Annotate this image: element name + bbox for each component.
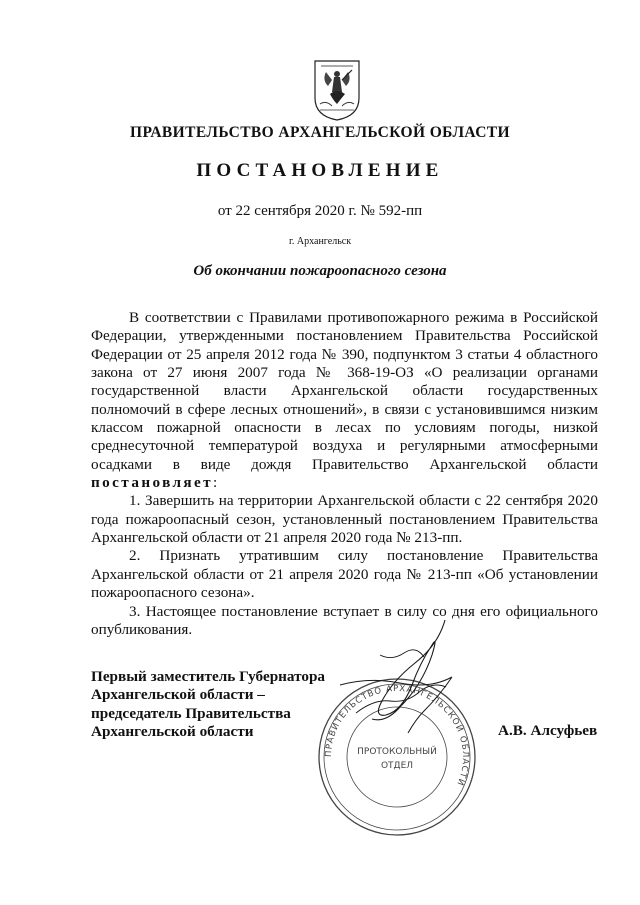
decree-item-1: 1. Завершить на территории Архангельской области с 22 сентября 2020 года пожароопасный сезон, установленный постановлением Правительства Архангельской области от 21 апреля 2020 года № 213-пп.: [91, 492, 598, 547]
signatory-title-line: Архангельской области: [91, 723, 254, 741]
organization-title: ПРАВИТЕЛЬСТВО АРХАНГЕЛЬСКОЙ ОБЛАСТИ: [129, 124, 510, 141]
document-body: [91, 309, 598, 639]
decree-item-2: 2. Признать утратившим силу постановление Правительства Архангельской области от 21 апреля 2020 года № 213-пп «Об установлении пожароопасного сезона».: [91, 547, 598, 602]
signatory-title: [91, 668, 325, 742]
document-date-number: от 22 сентября 2020 г. № 592-пп: [217, 203, 423, 219]
handwritten-signature: [320, 615, 470, 745]
signatory-title-line: председатель Правительства: [91, 704, 291, 722]
decree-item-3: 3. Настоящее постановление вступает в силу со дня его официального опубликования.: [91, 602, 598, 638]
decree-colon: :: [213, 474, 218, 492]
document-city: г. Архангельск: [288, 236, 352, 247]
stamp-center-line2: ОТДЕЛ: [380, 761, 414, 771]
document-type: ПОСТАНОВЛЕНИЕ: [196, 160, 444, 181]
preamble-paragraph: [91, 309, 598, 492]
decree-word: постановляет: [91, 474, 214, 492]
preamble-text: В соответствии с Правилами противопожарного режима в Российской Федерации, утвержденными постановлением Правительства Российской Федерации от 25 апреля 2012 года № 390, подпунктом 3 статьи 4 областного закона от 27 июня 2007 года № 368-19-ОЗ «О реализации органами государственной власти Архангельской области государственных полномочий в сфере лесных отношений», в связи с установившимся низким классом пожарной опасности в лесах по условиям погоды, низкой среднесуточной температурой воздуха и регулярными атмосферными осадками в виде дождя Правительство Архангельской области: [91, 309, 598, 473]
stamp-center-line1: ПРОТОКОЛЬНЫЙ: [357, 747, 437, 757]
stamp-outer-text: ПРАВИТЕЛЬСТВО АРХАНГЕЛЬСКОЙ ОБЛАСТИ: [323, 683, 471, 788]
signatory-title-line: Архангельской области –: [91, 686, 265, 704]
signatory-name: А.В. Алсуфьев: [498, 722, 598, 739]
document-subject: Об окончании пожароопасного сезона: [193, 263, 447, 279]
signatory-title-line: Первый заместитель Губернатора: [91, 668, 325, 685]
coat-of-arms-icon: [312, 58, 362, 122]
